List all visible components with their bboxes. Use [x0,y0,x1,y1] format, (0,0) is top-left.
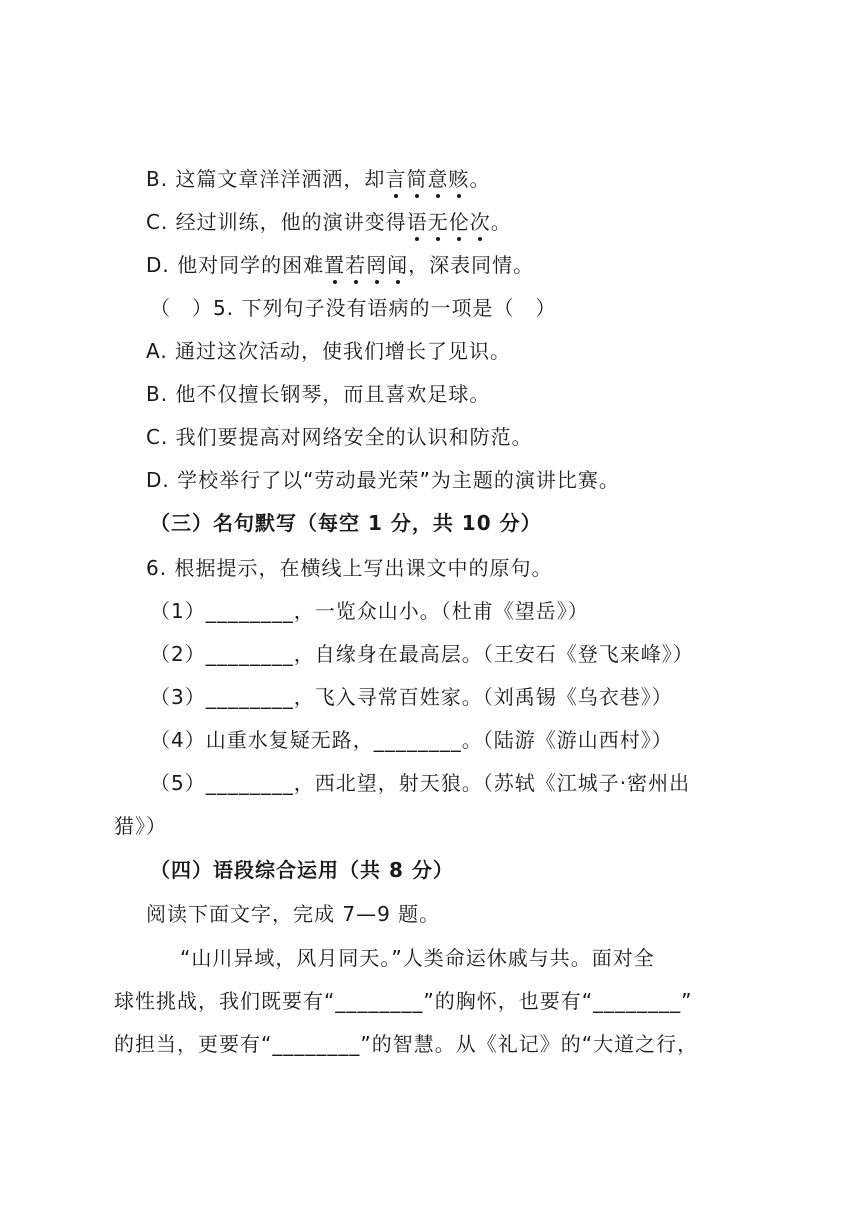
passage-line: 的担当，更要有“________”的智慧。从《礼记》的“大道之行， [114,1032,699,1056]
q6-stem: 6. 根据提示，在横线上写出课文中的原句。 [146,556,553,580]
q6-item-3: （3）________，飞入寻常百姓家。（刘禹锡《乌衣巷》） [150,685,673,709]
q6-item-5: （5）________，西北望，射天狼。（苏轼《江城子·密州出 [150,771,691,795]
emphasized-char: 罔 [366,253,388,277]
emphasized-char: 无 [427,210,449,234]
emphasized-char: 次 [469,210,491,234]
q4-option-c [146,209,512,235]
q6-item-1: （1）________，一览众山小。（杜甫《望岳》） [150,599,589,623]
option-text: 。 [469,167,491,191]
q4-option-d [146,252,534,278]
q6-item-4: （4）山重水复疑无路，________。（陆游《游山西村》） [150,728,673,752]
emphasized-char: 意 [427,167,449,191]
emphasized-char: 置 [324,253,346,277]
emphasized-char: 闻 [387,253,409,277]
passage-line: “山川异域，风月同天。”人类命运休戚与共。面对全 [180,946,655,970]
emphasized-char: 伦 [448,210,470,234]
option-text: ，深表同情。 [408,253,535,277]
q5-stem: （ ）5. 下列句子没有语病的一项是（ ） [150,296,557,320]
q6-item-2: （2）________，自缘身在最高层。（王安石《登飞来峰》） [150,642,694,666]
emphasized-char: 若 [345,253,367,277]
emphasized-char: 简 [406,167,428,191]
passage-line: 球性挑战，我们既要有“________”的胸怀，也要有“________” [114,989,693,1013]
q5-option-d: D. 学校举行了以“劳动最光荣”为主题的演讲比赛。 [146,468,620,492]
option-text: B. 这篇文章洋洋洒洒，却 [146,167,386,191]
q5-option-a: A. 通过这次活动，使我们增长了见识。 [146,339,512,363]
emphasized-char: 语 [406,210,428,234]
option-text: D. 他对同学的困难 [146,253,325,277]
option-text: C. 经过训练，他的演讲变得 [146,210,407,234]
option-text: 。 [490,210,512,234]
q6-item-5-continued: 猎》） [114,814,167,838]
q5-option-b: B. 他不仅擅长钢琴，而且喜欢足球。 [146,382,491,406]
emphasized-char: 赅 [448,167,470,191]
emphasized-char: 言 [385,167,407,191]
section-heading: （三）名句默写（每空 1 分，共 10 分） [150,511,542,535]
section-heading: （四）语段综合运用（共 8 分） [150,858,454,882]
q5-option-c: C. 我们要提高对网络安全的认识和防范。 [146,425,533,449]
reading-instruction: 阅读下面文字，完成 7—9 题。 [146,902,441,926]
q4-option-b [146,166,490,192]
